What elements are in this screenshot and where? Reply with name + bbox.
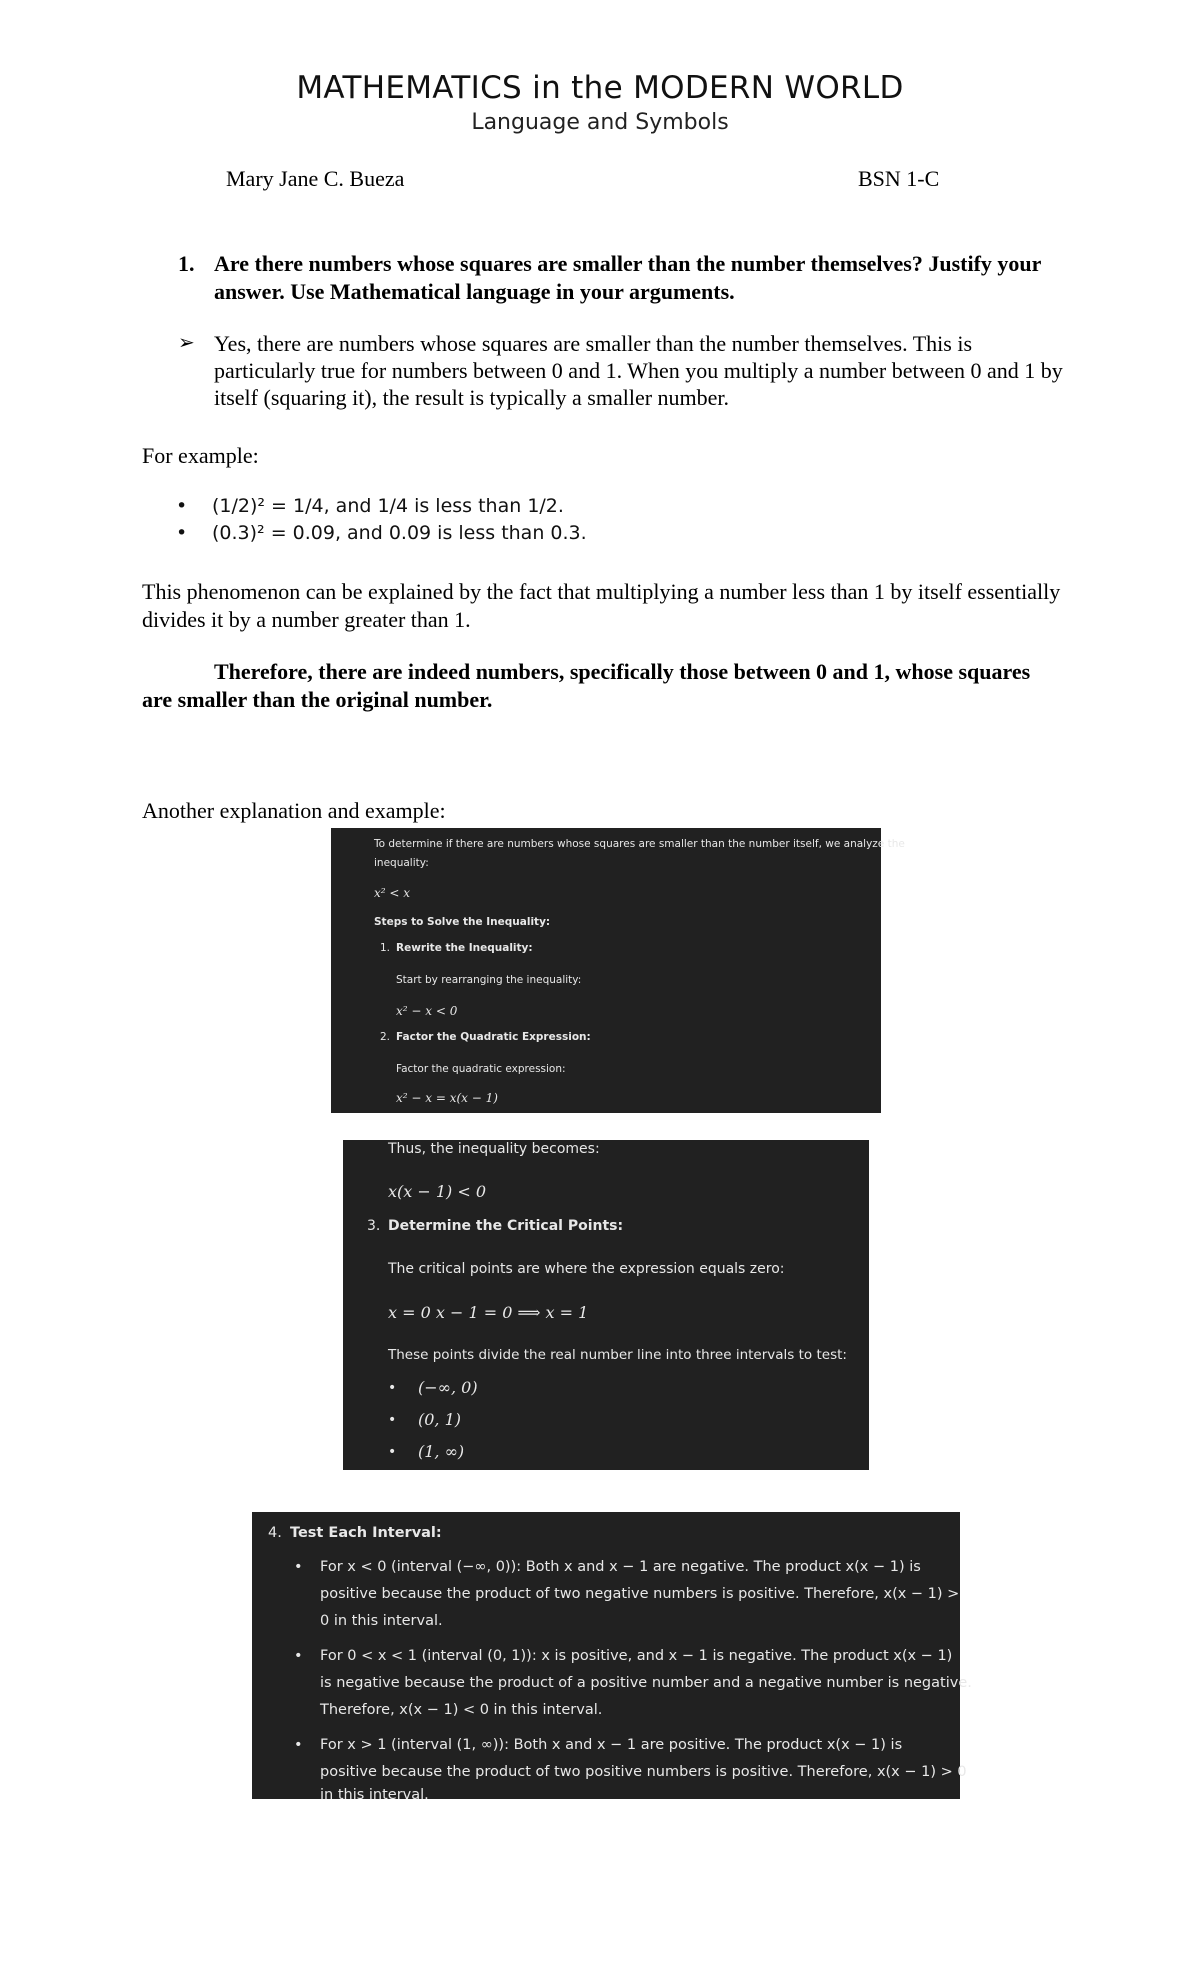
- bullet-icon: •: [294, 1737, 303, 1753]
- panel-text: These points divide the real number line into three intervals to test:: [388, 1347, 847, 1363]
- interval-test-line: in this interval.: [320, 1787, 429, 1803]
- example-text: (1/2)² = 1/4, and 1/4 is less than 1/2.: [212, 495, 564, 517]
- panel-text: inequality:: [374, 857, 429, 869]
- math-expression: x² − x < 0: [396, 1004, 458, 1018]
- step-title: Factor the Quadratic Expression:: [396, 1031, 591, 1043]
- interval-test-line: positive because the product of two positive numbers is positive. Therefore, x(x − 1) > 0: [320, 1764, 967, 1780]
- step-title: Rewrite the Inequality:: [396, 942, 533, 954]
- conclusion-text: Therefore, there are indeed numbers, specifically those between 0 and 1, whose squares are smaller than the original number.: [142, 659, 1031, 712]
- step-title: Determine the Critical Points:: [388, 1218, 624, 1234]
- another-explanation-heading: Another explanation and example:: [142, 798, 446, 823]
- explanation-paragraph: This phenomenon can be explained by the fact that multiplying a number less than 1 by itself essentially divides it by a number greater than 1.: [142, 579, 1061, 632]
- interval-test-line: Therefore, x(x − 1) < 0 in this interval.: [320, 1702, 603, 1718]
- interval-test-line: positive because the product of two negative numbers is positive. Therefore, x(x − 1) >: [320, 1586, 960, 1602]
- document-title: MATHEMATICS in the MODERN WORLD: [296, 70, 904, 106]
- step-number: 2.: [380, 1031, 391, 1043]
- bullet-icon: •: [388, 1380, 397, 1396]
- interval-test-line: For 0 < x < 1 (interval (0, 1)): x is positive, and x − 1 is negative. The product x(x − 1): [320, 1648, 953, 1664]
- course-section: BSN 1-C: [858, 166, 940, 191]
- arrow-bullet-icon: ➢: [178, 332, 195, 354]
- examples-intro: For example:: [142, 443, 259, 468]
- bullet-icon: •: [388, 1412, 397, 1428]
- math-expression: x² < x: [374, 886, 411, 900]
- step-title: Test Each Interval:: [290, 1525, 442, 1541]
- panel-text: Factor the quadratic expression:: [396, 1063, 566, 1075]
- document-subtitle: Language and Symbols: [471, 110, 729, 135]
- interval: (1, ∞): [418, 1442, 465, 1461]
- interval-test-line: 0 in this interval.: [320, 1613, 443, 1629]
- interval-test-line: is negative because the product of a positive number and a negative number is negative.: [320, 1675, 972, 1691]
- bullet-icon: •: [294, 1559, 303, 1575]
- screenshot-panel-3: [252, 1512, 972, 1803]
- step-number: 4.: [268, 1525, 282, 1541]
- bullet-icon: •: [176, 495, 188, 517]
- math-expression: x = 0 x − 1 = 0 ⟹ x = 1: [388, 1303, 589, 1322]
- math-expression: x(x − 1) < 0: [388, 1182, 487, 1201]
- bullet-icon: •: [176, 522, 188, 544]
- step-number: 3.: [367, 1218, 381, 1234]
- author-name: Mary Jane C. Bueza: [226, 166, 405, 191]
- question-text: Are there numbers whose squares are smaller than the number themselves? Justify your answer. Use Mathematical language in your arguments.: [214, 251, 1042, 304]
- math-expression: x² − x = x(x − 1): [396, 1091, 498, 1105]
- answer-text: Yes, there are numbers whose squares are smaller than the number themselves. This is particularly true for numbers between 0 and 1. When you multiply a number between 0 and 1 by itself (squaring it), the result is typically a smaller number.: [214, 331, 1063, 410]
- panel-text: To determine if there are numbers whose squares are smaller than the number itself, we analyze the: [374, 838, 905, 850]
- screenshot-panel-1: [331, 828, 905, 1113]
- bullet-icon: •: [294, 1648, 303, 1664]
- interval: (−∞, 0): [418, 1378, 478, 1397]
- panel-text: The critical points are where the expression equals zero:: [388, 1261, 785, 1277]
- interval-test-line: For x < 0 (interval (−∞, 0)): Both x and x − 1 are negative. The product x(x − 1) is: [320, 1559, 921, 1575]
- interval: (0, 1): [418, 1410, 462, 1429]
- panel-text: Start by rearranging the inequality:: [396, 974, 582, 986]
- steps-heading: Steps to Solve the Inequality:: [374, 916, 551, 928]
- interval-test-line: For x > 1 (interval (1, ∞)): Both x and x − 1 are positive. The product x(x − 1) is: [320, 1737, 903, 1753]
- question-number: 1.: [178, 251, 195, 276]
- step-number: 1.: [380, 942, 391, 954]
- example-text: (0.3)² = 0.09, and 0.09 is less than 0.3.: [212, 522, 587, 544]
- panel-text: Thus, the inequality becomes:: [388, 1141, 600, 1157]
- bullet-icon: •: [388, 1444, 397, 1460]
- conclusion-paragraph: [142, 658, 1062, 714]
- screenshot-panel-2: [343, 1140, 869, 1470]
